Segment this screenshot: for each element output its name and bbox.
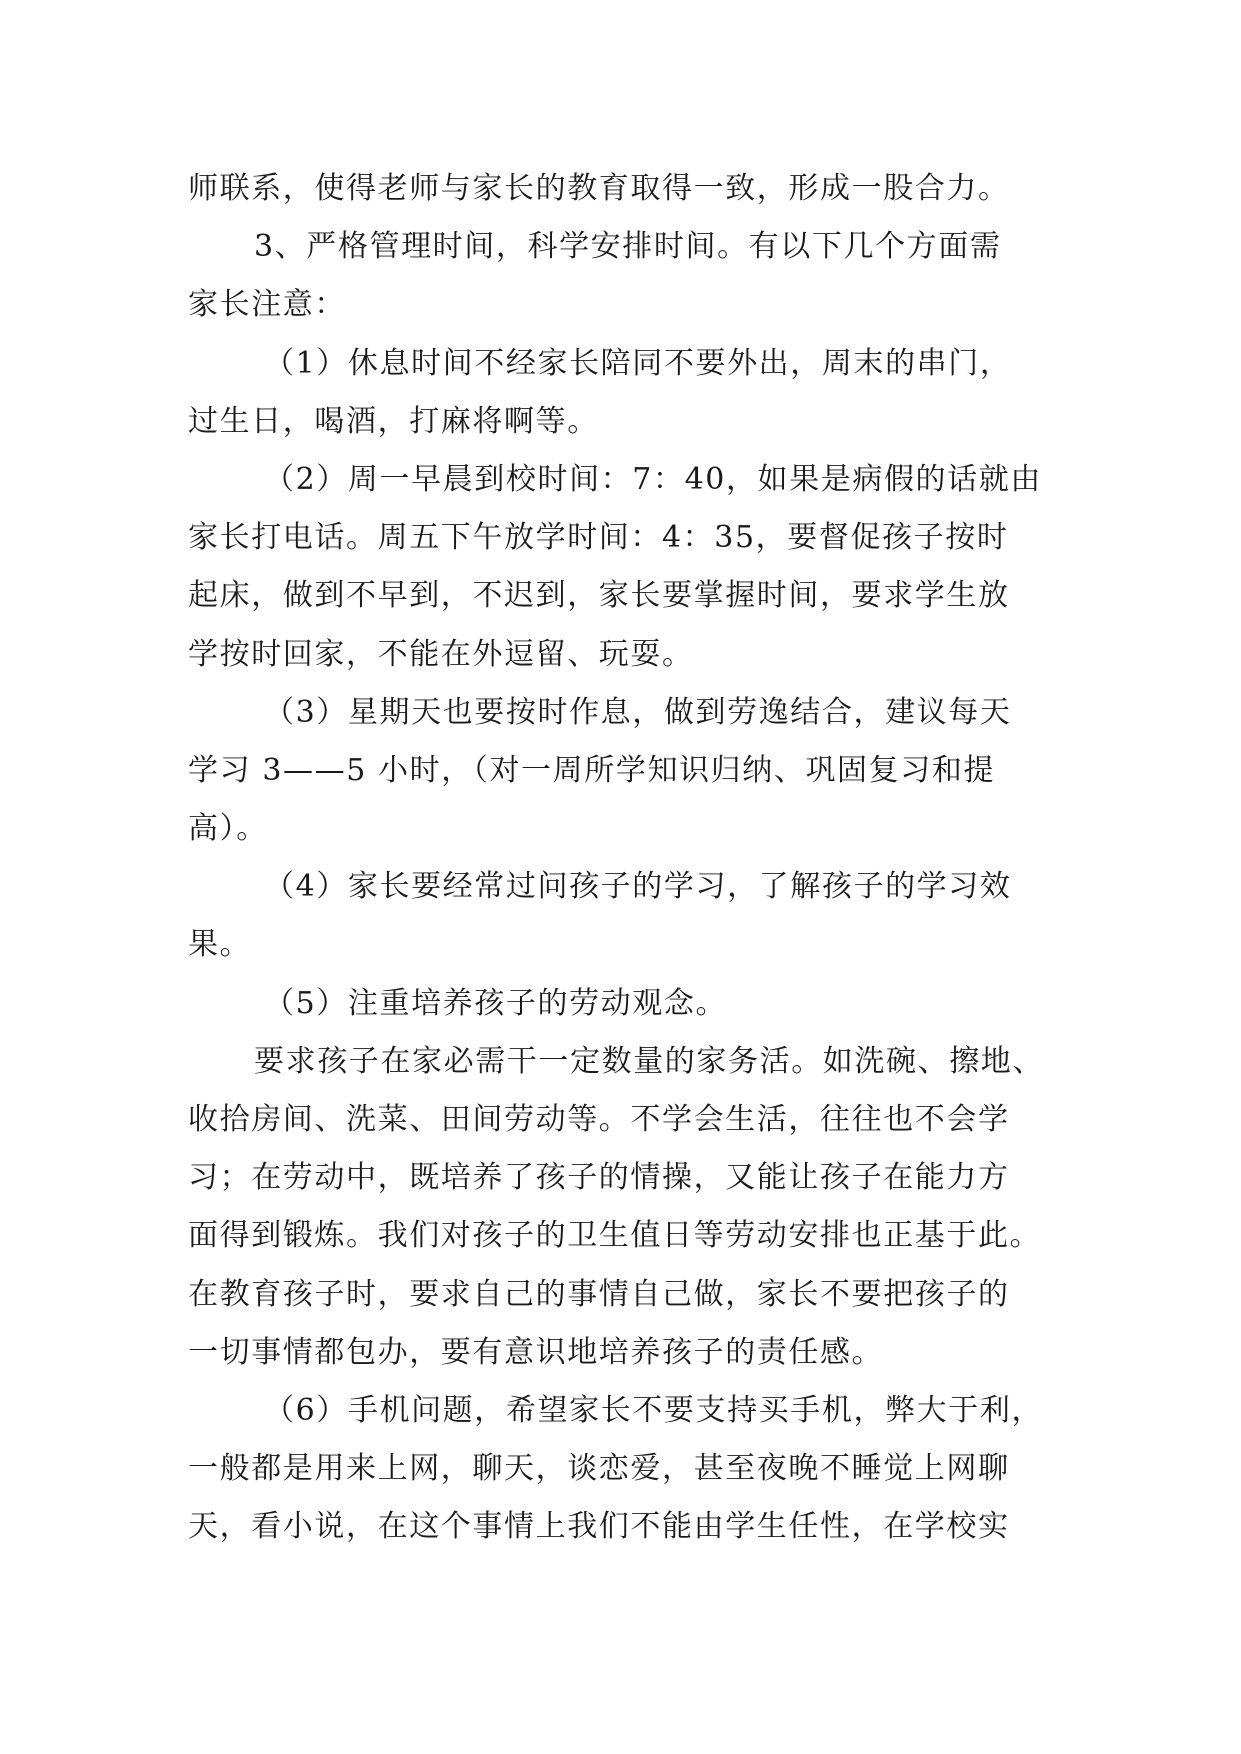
text-line: （1）休息时间不经家长陪同不要外出，周末的串门， (264, 345, 1012, 381)
text-line: 要求孩子在家必需干一定数量的家务活。如洗碗、擦地、 (254, 1043, 1044, 1079)
text-line: 习；在劳动中，既培养了孩子的情操，又能让孩子在能力方 (188, 1160, 1010, 1196)
text-line: 一切事情都包办，要有意识地培养孩子的责任感。 (188, 1334, 884, 1370)
text-line: 在教育孩子时，要求自己的事情自己做，家长不要把孩子的 (188, 1276, 1010, 1312)
text-line: （6）手机问题，希望家长不要支持买手机，弊大于利， (264, 1392, 1044, 1428)
text-line: （2）周一早晨到校时间：7：40，如果是病假的话就由 (264, 461, 1042, 497)
text-line: （5）注重培养孩子的劳动观念。 (264, 985, 728, 1021)
text-line: 过生日，喝酒，打麻将啊等。 (188, 403, 599, 439)
text-line: （3）星期天也要按时作息，做到劳逸结合，建议每天 (264, 694, 1012, 730)
text-line: 师联系，使得老师与家长的教育取得一致，形成一股合力。 (188, 171, 1010, 206)
text-line: 学按时回家，不能在外逗留、玩耍。 (188, 636, 694, 672)
text-line: 面得到锻炼。我们对孩子的卫生值日等劳动安排也正基于此。 (188, 1218, 1042, 1254)
text-line: 收拾房间、洗菜、田间劳动等。不学会生活，往往也不会学 (188, 1102, 1010, 1137)
text-line: 一般都是用来上网，聊天，谈恋爱，甚至夜晚不睡觉上网聊 (188, 1451, 1010, 1487)
text-line: 天，看小说，在这个事情上我们不能由学生任性，在学校实 (188, 1509, 1010, 1545)
body-text (188, 160, 1058, 1557)
text-line: 果。 (188, 927, 252, 963)
text-line: 高）。 (188, 811, 268, 847)
text-line: 家长注意： (188, 287, 346, 323)
text-line: （4）家长要经常过问孩子的学习，了解孩子的学习效 (264, 869, 1012, 905)
text-line: 3、严格管理时间，科学安排时间。有以下几个方面需 (254, 229, 1002, 265)
text-line: 学习 3——5 小时，（对一周所学知识归纳、巩固复习和提 (188, 752, 996, 788)
text-line: 起床，做到不早到，不迟到，家长要掌握时间，要求学生放 (188, 578, 1010, 614)
text-line: 家长打电话。周五下午放学时间：4：35，要督促孩子按时 (188, 520, 1009, 556)
